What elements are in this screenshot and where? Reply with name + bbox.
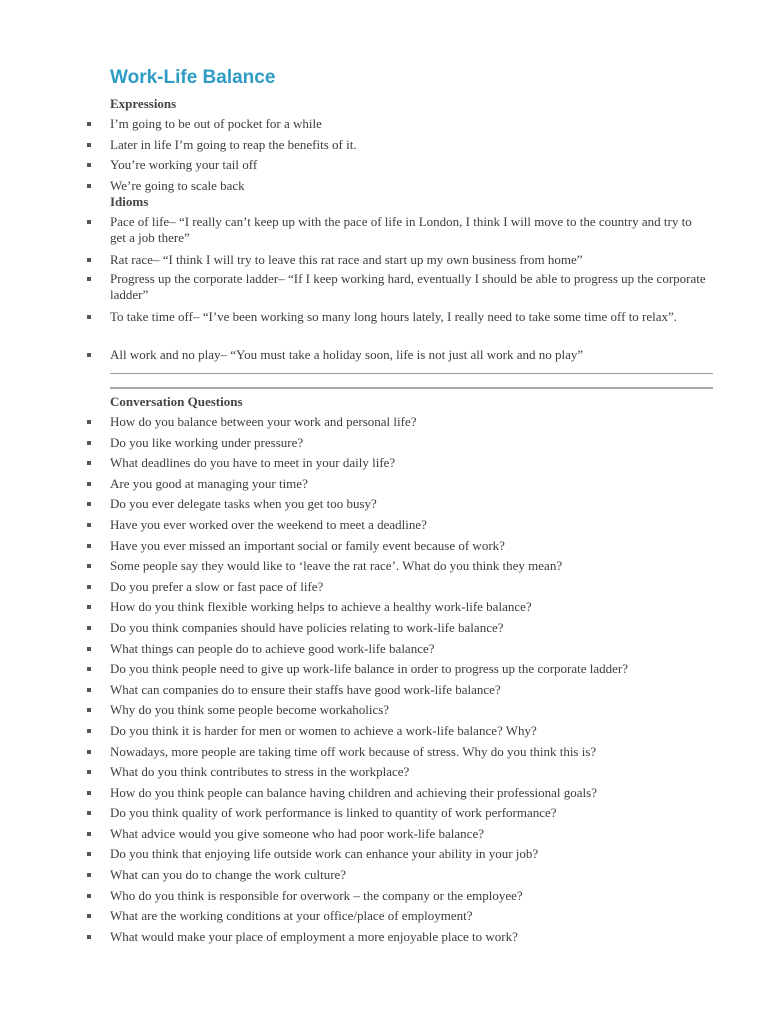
list-item: I’m going to be out of pocket for a while <box>0 116 710 137</box>
bullet-icon <box>87 564 91 568</box>
bullet-icon <box>87 220 91 224</box>
divider-line <box>110 387 713 389</box>
bullet-icon <box>87 585 91 589</box>
list-item: Later in life I’m going to reap the benefits of it. <box>0 137 710 158</box>
bullet-icon <box>87 523 91 527</box>
divider-line <box>110 373 713 374</box>
list-item: Rat race– “I think I will try to leave this rat race and start up my own business from home” <box>0 252 710 271</box>
list-item: Have you ever worked over the weekend to meet a deadline? <box>0 517 710 538</box>
bullet-icon <box>87 729 91 733</box>
list-item: What things can people do to achieve good work-life balance? <box>0 641 710 662</box>
list-item: What deadlines do you have to meet in your daily life? <box>0 455 710 476</box>
bullet-icon <box>87 708 91 712</box>
bullet-icon <box>87 873 91 877</box>
bullet-icon <box>87 122 91 126</box>
page-title: Work-Life Balance <box>110 67 276 88</box>
bullet-icon <box>87 502 91 506</box>
expressions-heading: Expressions <box>110 96 177 111</box>
bullet-icon <box>87 667 91 671</box>
list-item: Do you think people need to give up work-life balance in order to progress up the corporate ladder? <box>0 661 710 682</box>
list-item: To take time off– “I’ve been working so many long hours lately, I really need to take some time off to relax”. <box>0 309 710 347</box>
list-item: Do you think that enjoying life outside work can enhance your ability in your job? <box>0 846 710 867</box>
bullet-icon <box>87 647 91 651</box>
questions-heading: Conversation Questions <box>110 394 243 409</box>
list-item: We’re going to scale back <box>0 178 710 199</box>
bullet-icon <box>87 770 91 774</box>
list-item: Do you prefer a slow or fast pace of life? <box>0 579 710 600</box>
bullet-icon <box>87 277 91 281</box>
bullet-icon <box>87 258 91 262</box>
list-item: Do you think companies should have policies relating to work-life balance? <box>0 620 710 641</box>
list-item: Why do you think some people become workaholics? <box>0 702 710 723</box>
list-item: Do you think it is harder for men or women to achieve a work-life balance? Why? <box>0 723 710 744</box>
list-item: What are the working conditions at your office/place of employment? <box>0 908 710 929</box>
list-item: Are you good at managing your time? <box>0 476 710 497</box>
bullet-icon <box>87 441 91 445</box>
bullet-icon <box>87 811 91 815</box>
bullet-icon <box>87 605 91 609</box>
bullet-icon <box>87 852 91 856</box>
list-item: Nowadays, more people are taking time off work because of stress. Why do you think this is? <box>0 744 710 765</box>
bullet-icon <box>87 894 91 898</box>
bullet-icon <box>87 914 91 918</box>
bullet-icon <box>87 461 91 465</box>
idioms-list <box>0 214 768 365</box>
list-item: Have you ever missed an important social or family event because of work? <box>0 538 710 559</box>
list-item: Who do you think is responsible for overwork – the company or the employee? <box>0 888 710 909</box>
questions-list <box>0 414 768 949</box>
list-item: What would make your place of employment a more enjoyable place to work? <box>0 929 710 950</box>
bullet-icon <box>87 626 91 630</box>
list-item: What can you do to change the work culture? <box>0 867 710 888</box>
list-item: What do you think contributes to stress in the workplace? <box>0 764 710 785</box>
list-item: What advice would you give someone who had poor work-life balance? <box>0 826 710 847</box>
list-item: You’re working your tail off <box>0 157 710 178</box>
expressions-list <box>0 116 768 198</box>
list-item: All work and no play– “You must take a holiday soon, life is not just all work and no play” <box>0 347 710 366</box>
bullet-icon <box>87 353 91 357</box>
bullet-icon <box>87 544 91 548</box>
idioms-heading: Idioms <box>110 194 149 209</box>
list-item: How do you balance between your work and personal life? <box>0 414 710 435</box>
list-item: Some people say they would like to ‘leave the rat race’. What do you think they mean? <box>0 558 710 579</box>
list-item: Progress up the corporate ladder– “If I keep working hard, eventually I should be able to progress up the corporate ladder” <box>0 271 710 309</box>
bullet-icon <box>87 935 91 939</box>
list-item: How do you think people can balance having children and achieving their professional goals? <box>0 785 710 806</box>
bullet-icon <box>87 315 91 319</box>
list-item: Do you think quality of work performance is linked to quantity of work performance? <box>0 805 710 826</box>
list-item: Pace of life– “I really can’t keep up with the pace of life in London, I think I will move to the country and try to get a job there” <box>0 214 710 252</box>
bullet-icon <box>87 420 91 424</box>
list-item: How do you think flexible working helps to achieve a healthy work-life balance? <box>0 599 710 620</box>
list-item: Do you ever delegate tasks when you get too busy? <box>0 496 710 517</box>
bullet-icon <box>87 791 91 795</box>
bullet-icon <box>87 143 91 147</box>
bullet-icon <box>87 184 91 188</box>
bullet-icon <box>87 750 91 754</box>
bullet-icon <box>87 163 91 167</box>
bullet-icon <box>87 688 91 692</box>
list-item: Do you like working under pressure? <box>0 435 710 456</box>
list-item: What can companies do to ensure their staffs have good work-life balance? <box>0 682 710 703</box>
bullet-icon <box>87 832 91 836</box>
bullet-icon <box>87 482 91 486</box>
